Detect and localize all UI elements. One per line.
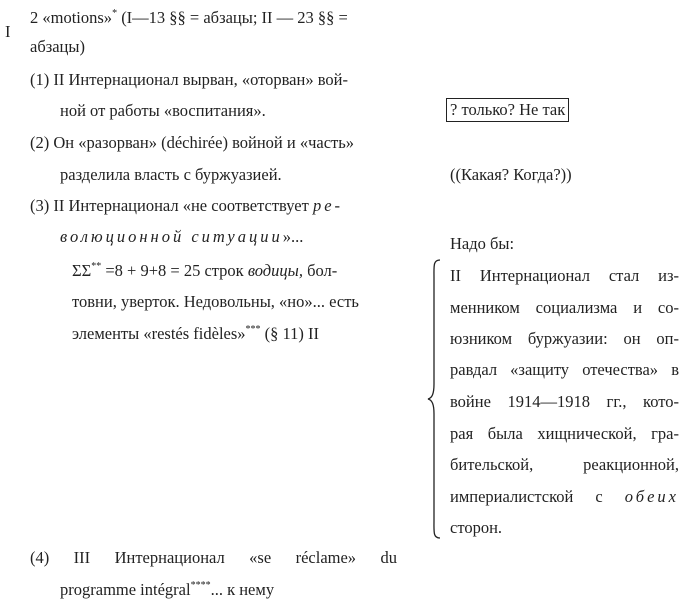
item-2-line-2: разделила власть с буржуазией. [60, 165, 282, 184]
brace-line-8-text: империалистской с [450, 487, 625, 506]
item-3-sub-line-1 [72, 261, 337, 281]
header-line-1 [30, 8, 348, 28]
item-3-text: (3) II Интернационал «не соответствует [30, 196, 313, 215]
brace-line: юзником буржуазии: он оп- [450, 329, 679, 348]
brace-line: войне 1914—1918 гг., кото- [450, 392, 679, 411]
sum-text-end: бол- [302, 261, 338, 280]
header-motions: 2 «motions» [30, 8, 113, 27]
item-4-line-2 [60, 580, 274, 600]
item-2-line-1: (2) Он «разорван» (déchirée) войной и «часть» [30, 133, 354, 152]
brace-line-9: сторон. [450, 518, 503, 537]
footnote-mark-4: **** [190, 580, 211, 591]
footnote-mark-3: *** [245, 324, 261, 335]
italic-word: водицы, [247, 261, 303, 280]
programme-text: programme intégral [60, 580, 191, 599]
brace-line: рая была хищнической, гра- [450, 424, 679, 443]
brace-line: II Интернационал стал из- [450, 266, 679, 285]
elements-text: элементы «restés fidèles» [72, 324, 246, 343]
item-3-line-1 [30, 196, 343, 216]
brace-line-8 [450, 487, 679, 507]
footnote-mark: * [112, 8, 118, 19]
sigma: ΣΣ [72, 261, 92, 280]
margin-mark: I [5, 22, 11, 41]
footnote-mark-2: ** [91, 261, 102, 272]
item-3-quote-end: »... [282, 227, 304, 246]
header-paragraphs: (I—13 §§ = абзацы; II — 23 §§ = [117, 8, 348, 27]
programme-text-end: ... к нему [210, 580, 275, 599]
item-1-line-2: ной от работы «воспитания». [60, 101, 266, 120]
item-3-sub-line-2: товни, уверток. Недовольны, «но»... есть [72, 292, 359, 311]
brace-line: менником социализма и со- [450, 298, 679, 317]
item-3-sub-line-3 [72, 324, 319, 344]
question-note: ((Какая? Когда?)) [450, 165, 572, 184]
curly-brace-icon [426, 258, 442, 540]
sum-text: =8 + 9+8 = 25 строк [101, 261, 248, 280]
item-1-line-1: (1) II Интернационал вырван, «оторван» вой- [30, 70, 348, 89]
nado-by-heading: Надо бы: [450, 234, 515, 253]
header-line-2: абзацы) [30, 37, 85, 56]
brace-line-8-spaced: обеих [624, 487, 679, 506]
item-4-line-1: (4) III Интернационал «se réclame» du [30, 548, 397, 567]
brace-line: равдал «защиту отечества» в [450, 360, 679, 379]
boxed-note: ? только? Не так [446, 98, 569, 122]
item-3-spaced-text-2: волюционной ситуации [60, 227, 283, 246]
item-3-spaced-text: ре- [312, 196, 344, 215]
section-ref: (§ 11) II [260, 324, 320, 343]
brace-line: бительской, реакционной, [450, 455, 679, 474]
item-3-line-2 [60, 227, 303, 247]
